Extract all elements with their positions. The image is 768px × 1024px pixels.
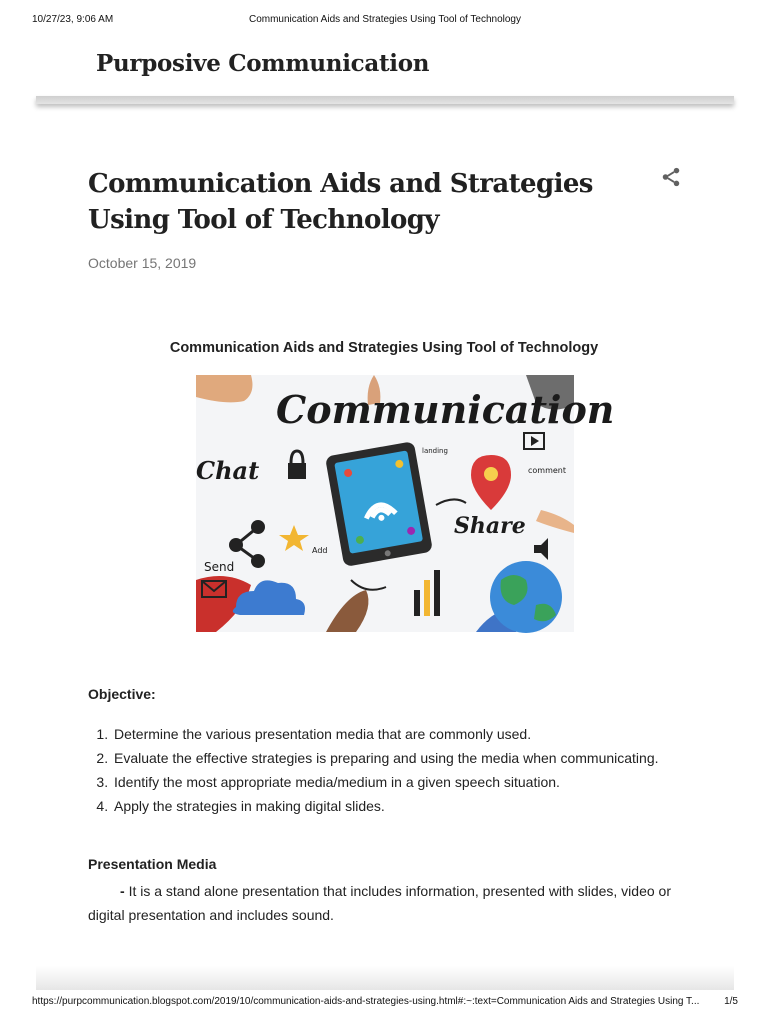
objective-item: 3. Identify the most appropriate media/medium in a given speech situation. [112, 770, 732, 794]
presentation-media-paragraph [88, 879, 698, 927]
communication-illustration [196, 375, 615, 632]
objective-item: 4. Apply the strategies in making digital slides. [112, 794, 732, 818]
blog-title[interactable]: Purposive Communication [96, 50, 430, 77]
illustration-word-add: Add [312, 546, 328, 555]
illustration-word-landing: landing [422, 447, 448, 455]
illustration-word-share: Share [454, 513, 526, 539]
share-icon[interactable] [660, 166, 682, 188]
objective-item: 2. Evaluate the effective strategies is preparing and using the media when communicating. [112, 746, 732, 770]
objective-list [96, 722, 732, 818]
illustration-word-chat: Chat [196, 456, 260, 485]
presentation-media-text: It is a stand alone presentation that includes information, presented with slides, video or digital presentation and includes sound. [88, 883, 671, 923]
objective-heading: Objective: [88, 686, 156, 702]
print-timestamp: 10/27/23, 9:06 AM [32, 14, 114, 25]
print-page-number: 1/5 [724, 996, 738, 1007]
dash: - [120, 883, 125, 899]
post-title: Communication Aids and Strategies Using Tool of Technology [88, 169, 593, 235]
print-header [32, 14, 738, 30]
objective-item: 1. Determine the various presentation media that are commonly used. [112, 722, 732, 746]
illustration-word-communication: Communication [276, 387, 615, 432]
print-doc-title: Communication Aids and Strategies Using Tool of Technology [248, 14, 521, 25]
post-date[interactable]: October 15, 2019 [88, 255, 197, 271]
print-url: https://purpcommunication.blogspot.com/2019/10/communication-aids-and-strategies-using.html#:~:text=Communication Aids and Strategies Using T... [32, 996, 700, 1007]
footer-divider [36, 966, 734, 990]
illustration-word-comment: comment [528, 466, 567, 475]
illustration-word-send: Send [204, 560, 235, 574]
presentation-media-heading: Presentation Media [88, 856, 217, 872]
content-heading: Communication Aids and Strategies Using Tool of Technology [169, 340, 599, 356]
header-divider [36, 96, 734, 104]
